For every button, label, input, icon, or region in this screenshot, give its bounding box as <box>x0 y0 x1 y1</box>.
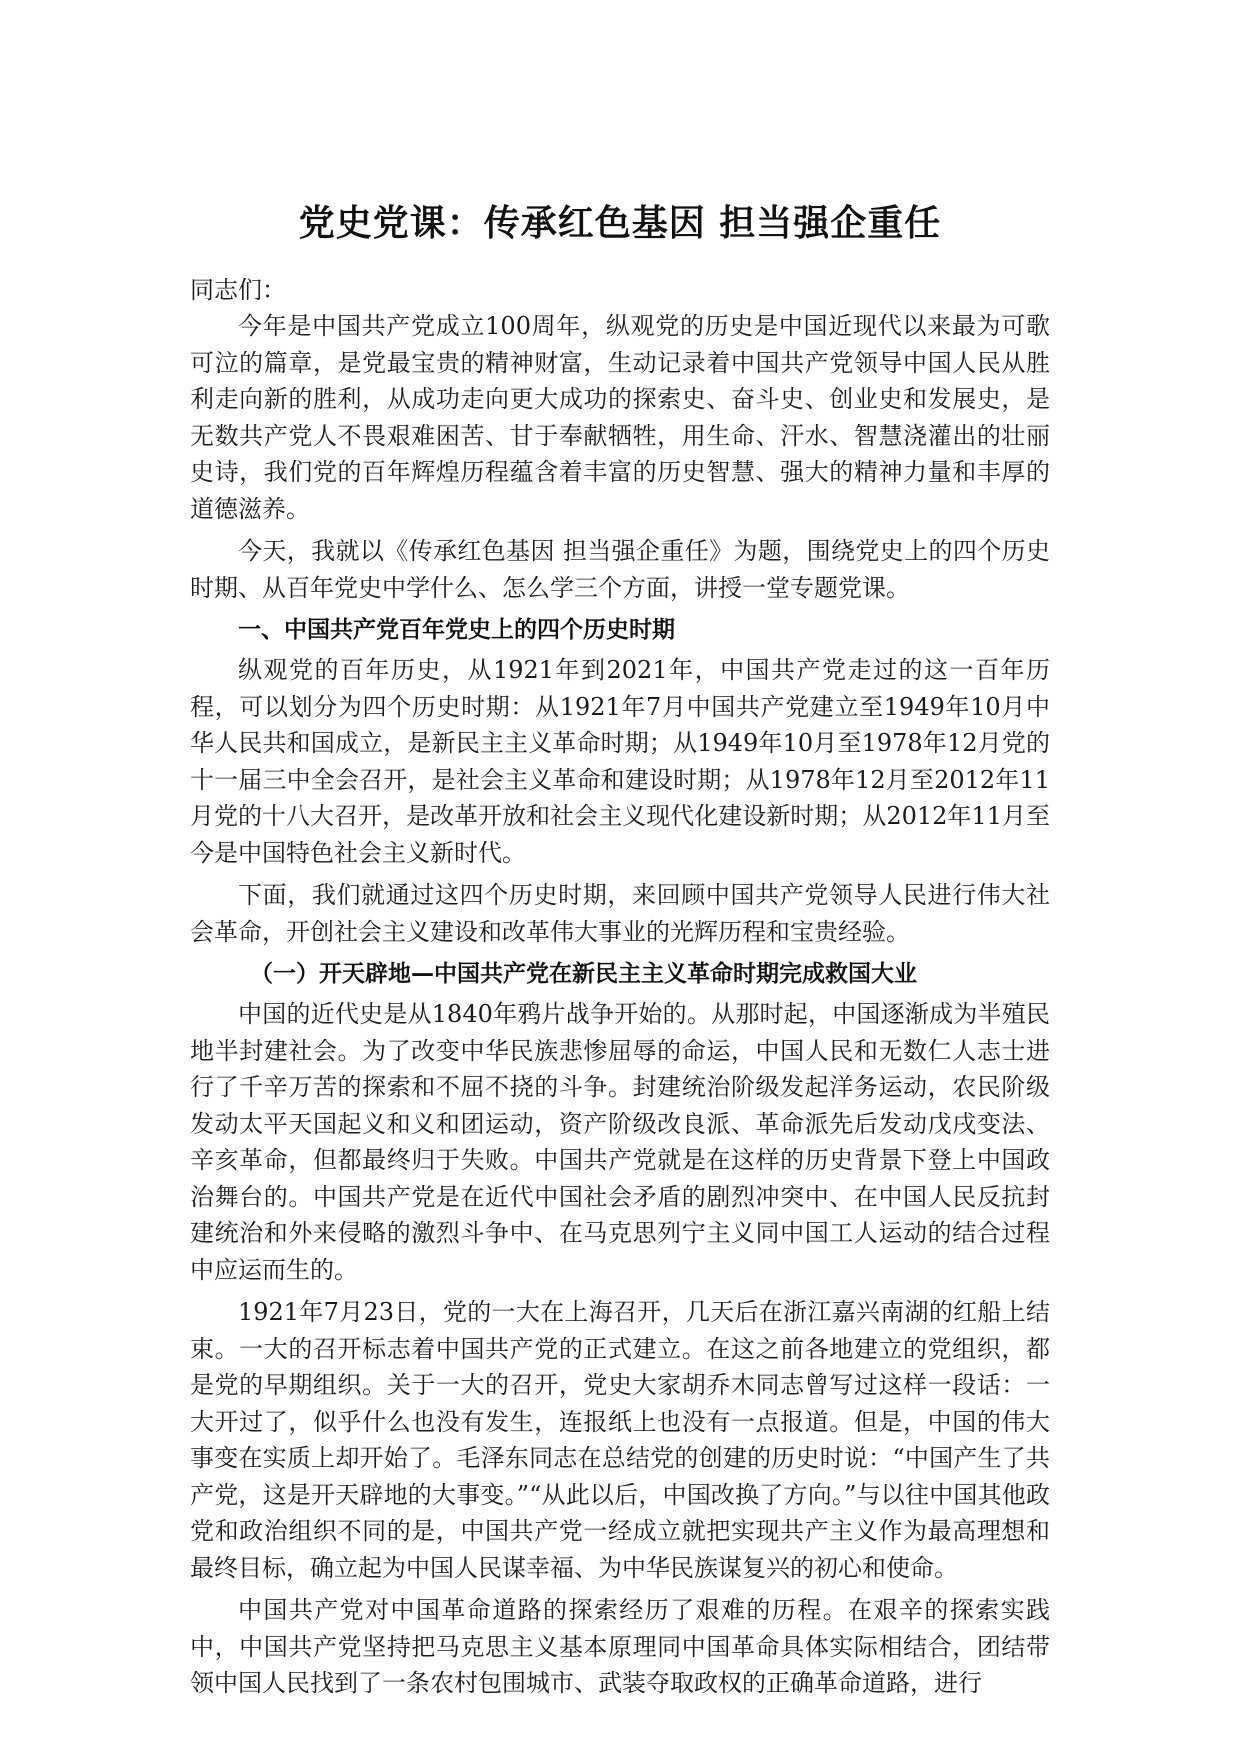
paragraph-topic: 今天，我就以《传承红色基因 担当强企重任》为题，围绕党史上的四个历史时期、从百年党史中学什么、怎么学三个方面，讲授一堂专题党课。 <box>190 537 1050 602</box>
document-title: 党史党课：传承红色基因 担当强企重任 <box>298 203 942 244</box>
subsection-heading-1: （一）开天辟地—中国共产党在新民主主义革命时期完成救国大业 <box>250 961 917 987</box>
paragraph-revolution-path: 中国共产党对中国革命道路的探索经历了艰难的历程。在艰辛的探索实践中，中国共产党坚持把马克思主义基本原理同中国革命具体实际相结合，团结带领中国人民找到了一条农村包围城市、武装夺取政权的正确革命道路，进行 <box>190 1596 1050 1697</box>
paragraph-first-congress: 1921年7月23日，党的一大在上海召开，几天后在浙江嘉兴南湖的红船上结束。一大的召开标志着中国共产党的正式建立。在这之前各地建立的党组织，都是党的早期组织。关于一大的召开，党史大家胡乔木同志曾写过这样一段话：一大开过了，似乎什么也没有发生，连报纸上也没有一点报道。但是，中国的伟大事变在实质上却开始了。毛泽东同志在总结党的创建的历史时说：“中国产生了共产党，这是开天辟地的大事变。”“从此以后，中国改换了方向。”与以往中国其他政党和政治组织不同的是，中国共产党一经成立就把实现共产主义作为最高理想和最终目标，确立起为中国人民谋幸福、为中华民族谋复兴的初心和使命。 <box>190 1298 1050 1582</box>
paragraph-intro: 今年是中国共产党成立100周年，纵观党的历史是中国近现代以来最为可歌可泣的篇章，是党最宝贵的精神财富，生动记录着中国共产党领导中国人民从胜利走向新的胜利，从成功走向更大成功的探索史、奋斗史、创业史和发展史，是无数共产党人不畏艰难困苦、甘于奉献牺牲，用生命、汗水、智慧浇灌出的壮丽史诗，我们党的百年辉煌历程蕴含着丰富的历史智慧、强大的精神力量和丰厚的道德滋养。 <box>190 312 1050 523</box>
paragraph-review: 下面，我们就通过这四个历史时期，来回顾中国共产党领导人民进行伟大社会革命，开创社会主义建设和改革伟大事业的光辉历程和宝贵经验。 <box>190 881 1050 946</box>
section-heading-1: 一、中国共产党百年党史上的四个历史时期 <box>238 617 675 643</box>
salutation: 同志们： <box>190 276 286 304</box>
document-page <box>190 200 1050 1708</box>
paragraph-four-periods: 纵观党的百年历史，从1921年到2021年，中国共产党走过的这一百年历程，可以划分为四个历史时期：从1921年7月中国共产党建立至1949年10月中华人民共和国成立，是新民主主义革命时期；从1949年10月至1978年12月党的十一届三中全会召开，是社会主义革命和建设时期；从1978年12月至2012年11月党的十八大召开，是改革开放和社会主义现代化建设新时期；从2012年11月至今是中国特色社会主义新时代。 <box>190 656 1050 867</box>
paragraph-modern-history: 中国的近代史是从1840年鸦片战争开始的。从那时起，中国逐渐成为半殖民地半封建社会。为了改变中华民族悲惨屈辱的命运，中国人民和无数仁人志士进行了千辛万苦的探索和不屈不挠的斗争。封建统治阶级发起洋务运动，农民阶级发动太平天国起义和义和团运动，资产阶级改良派、革命派先后发动戊戌变法、辛亥革命，但都最终归于失败。中国共产党就是在这样的历史背景下登上中国政治舞台的。中国共产党是在近代中国社会矛盾的剧烈冲突中、在中国人民反抗封建统治和外来侵略的激烈斗争中、在马克思列宁主义同中国工人运动的结合过程中应运而生的。 <box>190 1000 1050 1284</box>
